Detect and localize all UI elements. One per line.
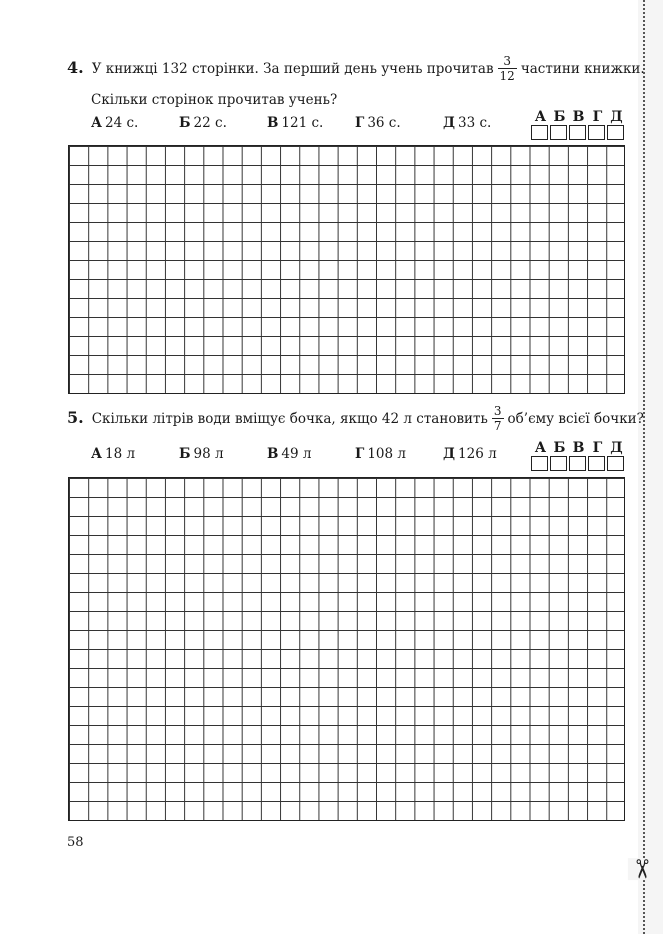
scissors-icon: ✂ [625, 858, 656, 880]
task4-question-line2: Скільки сторінок прочитав учень? [91, 92, 338, 108]
page-number: 58 [67, 835, 84, 850]
cut-line-divider [643, 0, 645, 934]
task5-grid-workspace[interactable] [68, 477, 625, 821]
task5-question-line1: 5. Скільки літрів води вміщує бочка, якщо 42 л становить $\frac{3}{7}$ об’єму всієї бочки? [67, 404, 644, 433]
task5-answer-box [531, 440, 626, 471]
task5-option-c[interactable]: В 49 л [267, 446, 312, 462]
task5-option-d[interactable]: Г 108 л [355, 446, 406, 462]
task4-answer-letters: А Б В Г Д [534, 109, 623, 125]
task5-answer-cell-c[interactable] [569, 456, 586, 471]
task5-answer-cell-d[interactable] [588, 456, 605, 471]
task5-answer-cell-b[interactable] [550, 456, 567, 471]
task4-question-line1: 4. У книжці 132 сторінки. За перший день учень прочитав $\frac{3}{12}$ частини книжки. [67, 54, 645, 83]
task5-text-before: Скільки літрів води вміщує бочка, якщо 42 л становить [91, 411, 488, 427]
task4-answer-cell-b[interactable] [550, 125, 567, 140]
task4-text-before: У книжці 132 сторінки. За перший день учень прочитав [91, 61, 494, 77]
task4-option-b[interactable]: Б 22 с. [179, 115, 227, 131]
task4-answer-cell-d[interactable] [588, 125, 605, 140]
task5-answer-cell-e[interactable] [607, 456, 624, 471]
task5-answer-cells [531, 456, 626, 471]
task5-text-after: об’єму всієї бочки? [507, 411, 644, 427]
task4-answer-cells [531, 125, 626, 140]
task4-answer-cell-e[interactable] [607, 125, 624, 140]
task4-option-e[interactable]: Д 33 с. [443, 115, 492, 131]
task4-text-after: частини книжки. [520, 61, 645, 77]
task5-answer-cell-a[interactable] [531, 456, 548, 471]
task4-option-a[interactable]: А 24 с. [91, 115, 139, 131]
task5-option-b[interactable]: Б 98 л [179, 446, 224, 462]
task4-answer-cell-a[interactable] [531, 125, 548, 140]
task4-fraction: $\frac{3}{12}$ [499, 54, 515, 83]
task4-answer-box [531, 109, 626, 140]
task5-answer-letters: А Б В Г Д [534, 440, 623, 456]
task5-option-a[interactable]: А 18 л [91, 446, 136, 462]
task4-option-d[interactable]: Г 36 с. [355, 115, 401, 131]
task4-grid-workspace[interactable] [68, 145, 625, 394]
task4-option-c[interactable]: В 121 с. [267, 115, 324, 131]
task5-fraction: $\frac{3}{7}$ [493, 404, 502, 433]
task5-option-e[interactable]: Д 126 л [443, 446, 497, 462]
task4-answer-cell-c[interactable] [569, 125, 586, 140]
